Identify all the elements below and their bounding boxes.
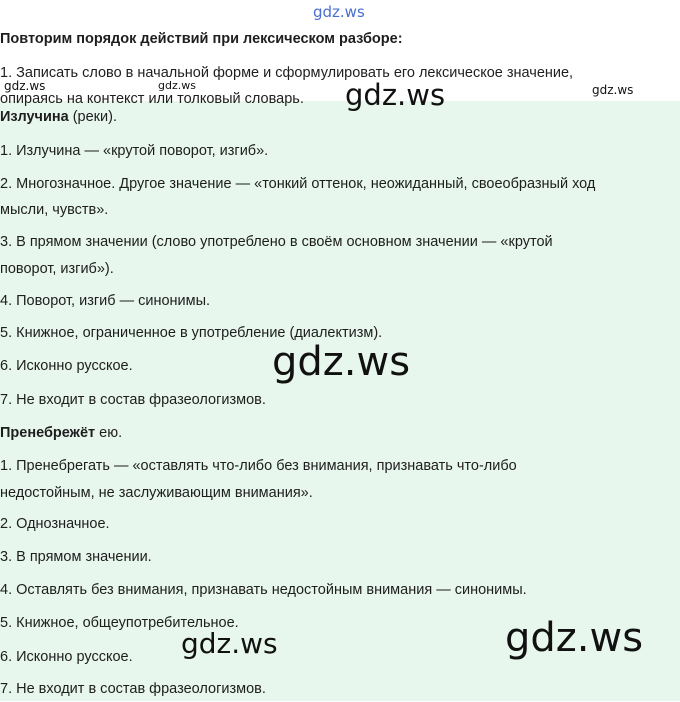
watermark-center: gdz.ws bbox=[272, 339, 411, 385]
intro-step1-line1: 1. Записать слово в начальной форме и сформулировать его лексическое значение, bbox=[0, 65, 574, 81]
word2-context: ею. bbox=[95, 425, 123, 441]
list-item: 5. Книжное, общеупотребительное. bbox=[0, 615, 239, 631]
watermark-small-left: gdz.ws bbox=[4, 79, 46, 93]
watermark-bottom-left: gdz.ws bbox=[181, 627, 278, 660]
list-item: 7. Не входит в состав фразеологизмов. bbox=[0, 392, 266, 408]
intro-step1-line2: опираясь на контекст или толковый словарь. bbox=[0, 91, 304, 107]
word2-header bbox=[0, 420, 122, 446]
watermark-medium: gdz.ws bbox=[345, 78, 446, 112]
list-item: 3. В прямом значении (слово употреблено в своём основном значении — «крутой bbox=[0, 234, 553, 250]
list-item: 4. Поворот, изгиб — синонимы. bbox=[0, 293, 211, 309]
list-item: 7. Не входит в состав фразеологизмов. bbox=[0, 681, 266, 697]
word1-header bbox=[0, 104, 117, 130]
word1-context: (реки). bbox=[68, 109, 117, 125]
list-item: недостойным, не заслуживающим внимания». bbox=[0, 485, 313, 501]
watermark-small-right: gdz.ws bbox=[592, 83, 634, 97]
list-item: 4. Оставлять без внимания, признавать недостойным внимания — синонимы. bbox=[0, 582, 527, 598]
list-item: 2. Однозначное. bbox=[0, 516, 110, 532]
list-item: 1. Пренебрегать — «оставлять что-либо без внимания, признавать что-либо bbox=[0, 458, 517, 474]
watermark-top[interactable]: gdz.ws bbox=[313, 3, 365, 21]
list-item: 5. Книжное, ограниченное в употребление (диалектизм). bbox=[0, 325, 383, 341]
list-item: 6. Исконно русское. bbox=[0, 649, 133, 665]
list-item: 2. Многозначное. Другое значение — «тонкий оттенок, неожиданный, своеобразный ход bbox=[0, 176, 596, 192]
word1-title: Излучина bbox=[0, 109, 69, 125]
watermark-bottom-right: gdz.ws bbox=[505, 615, 644, 661]
list-item: мысли, чувств». bbox=[0, 202, 109, 218]
list-item: 3. В прямом значении. bbox=[0, 549, 152, 565]
list-item: 1. Излучина — «крутой поворот, изгиб». bbox=[0, 143, 269, 159]
intro-heading: Повторим порядок действий при лексическом разборе: bbox=[0, 31, 403, 47]
list-item: 6. Исконно русское. bbox=[0, 358, 133, 374]
list-item: поворот, изгиб»). bbox=[0, 261, 114, 277]
word2-title: Пренебрежёт bbox=[0, 425, 96, 441]
watermark-small-mid: gdz.ws bbox=[158, 79, 196, 92]
